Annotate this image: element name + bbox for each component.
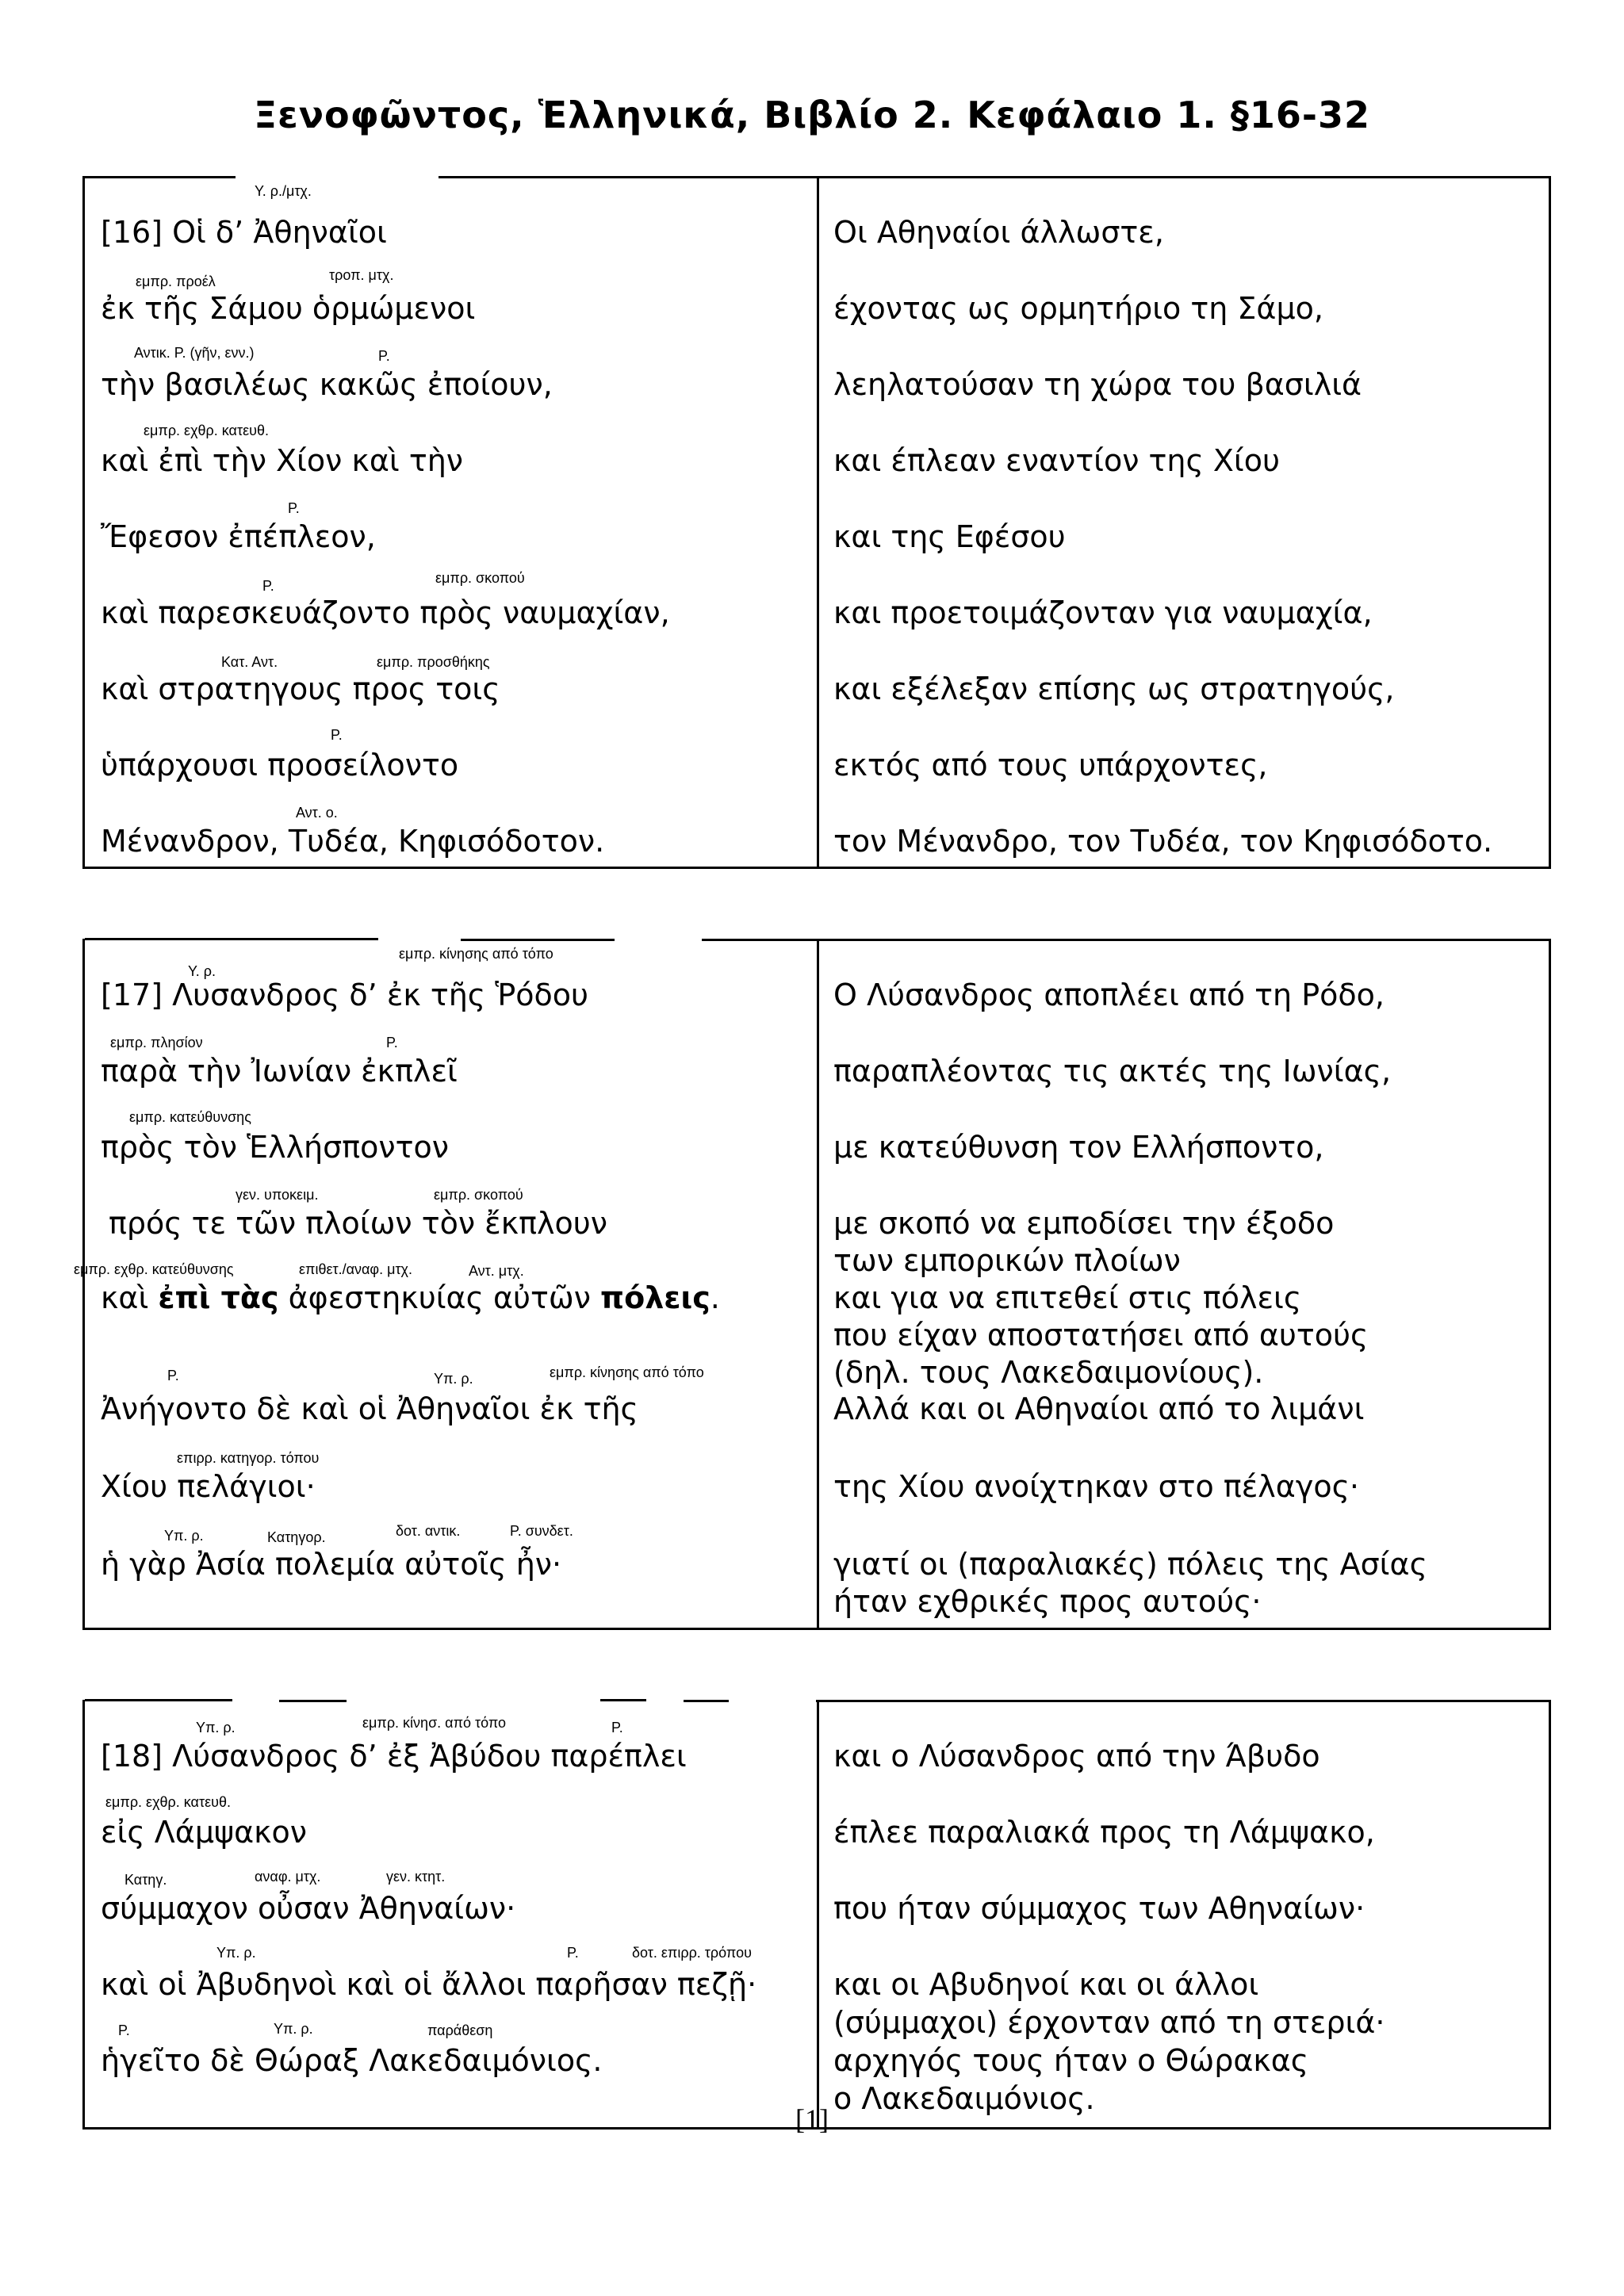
section-18-table — [82, 1700, 1551, 2130]
annotation: Ρ. — [262, 578, 274, 594]
annotation: εμπρ. εχθρ. κατεύθυνσης — [74, 1261, 234, 1277]
translation-line: και ο Λύσανδρος από την Άβυδο — [833, 1739, 1320, 1774]
annotation: εμπρ. εχθρ. κατευθ. — [105, 1794, 231, 1810]
annotation: Υπ. ρ. — [216, 1945, 256, 1961]
annotation: επιρρ. κατηγορ. τόπου — [177, 1450, 320, 1466]
greek-line: ἡ γὰρ Ἀσία πολεμία αὐτοῖς ἦν· — [101, 1547, 562, 1582]
translation-line: έπλεε παραλιακά προς τη Λάμψακο, — [833, 1815, 1375, 1850]
translation-line: και οι Αβυδηνοί και οι άλλοι — [833, 1967, 1259, 2002]
annotation: Ρ. — [567, 1945, 579, 1961]
translation-line: λεηλατούσαν τη χώρα του βασιλιά — [833, 367, 1362, 402]
annotation: εμπρ. κατεύθυνσης — [129, 1109, 251, 1125]
annotation: Αντ. ο. — [296, 805, 338, 821]
greek-line: Μένανδρον, Τυδέα, Κηφισόδοτον. — [101, 824, 605, 859]
translation-line: (σύμμαχοι) έρχονταν από τη στεριά· — [833, 2005, 1385, 2040]
annotation: Αντικ. Ρ. (γῆν, ενν.) — [134, 345, 255, 361]
greek-line: πρὸς τὸν Ἑλλήσποντον — [101, 1130, 449, 1165]
greek-line: παρὰ τὴν Ἰωνίαν ἐκπλεῖ — [101, 1054, 458, 1089]
column-divider — [817, 941, 819, 1628]
greek-line: Ἀνήγοντο δὲ καὶ οἱ Ἀθηναῖοι ἐκ τῆς — [101, 1391, 638, 1426]
annotation: παράθεση — [427, 2022, 493, 2038]
column-divider — [817, 1702, 819, 2127]
greek-line: ὑπάρχουσι προσείλοντο — [101, 748, 459, 783]
annotation: εμπρ. σκοπού — [434, 1187, 523, 1203]
annotation: Ρ. συνδετ. — [510, 1523, 573, 1539]
greek-line: [18] Λύσανδρος δ’ ἐξ Ἀβύδου παρέπλει — [101, 1739, 687, 1774]
annotation: Κατηγορ. — [267, 1529, 326, 1545]
greek-line: ἐκ τῆς Σάμου ὁρμώμενοι — [101, 291, 476, 326]
column-divider — [817, 178, 819, 867]
annotation: Υ. ρ. — [188, 963, 216, 979]
annotation: Υπ. ρ. — [274, 2021, 313, 2037]
annotation: επιθετ./αναφ. μτχ. — [299, 1261, 413, 1277]
page-number: [1] — [795, 2103, 829, 2135]
greek-line: πρός τε τῶν πλοίων τὸν ἔκπλουν — [109, 1206, 607, 1241]
translation-line: τον Μένανδρο, τον Τυδέα, τον Κηφισόδοτο. — [833, 824, 1493, 859]
annotation: εμπρ. πλησίον — [110, 1035, 203, 1050]
translation-line: των εμπορικών πλοίων — [833, 1243, 1181, 1278]
greek-line: καὶ ἐπὶ τὴν Χίον καὶ τὴν — [101, 443, 464, 478]
annotation: γεν. υποκειμ. — [236, 1187, 319, 1203]
annotation: γεν. κτητ. — [386, 1869, 446, 1885]
translation-line: που είχαν αποστατήσει από αυτούς — [833, 1318, 1369, 1353]
annotation: αναφ. μτχ. — [255, 1869, 321, 1885]
translation-line: έχοντας ως ορμητήριο τη Σάμο, — [833, 291, 1323, 326]
annotation: εμπρ. προέλ — [136, 274, 216, 289]
annotation: Υπ. ρ. — [164, 1528, 204, 1544]
greek-line: Ἔφεσον ἐπέπλεον, — [101, 519, 376, 554]
annotation: Ρ. — [378, 348, 390, 364]
greek-line: καὶ στρατηγους προς τοις — [101, 672, 500, 706]
translation-line: ήταν εχθρικές προς αυτούς· — [833, 1584, 1262, 1619]
greek-line: καὶ ἐπὶ τὰς ἀφεστηκυίας αὐτῶν πόλεις. — [101, 1280, 720, 1315]
greek-line: [16] Οἱ δ’ Ἀθηναῖοι — [101, 215, 387, 250]
annotation: Ρ. — [386, 1035, 398, 1050]
translation-line: που ήταν σύμμαχος των Αθηναίων· — [833, 1891, 1365, 1926]
annotation: εμπρ. κίνησ. από τόπο — [362, 1715, 507, 1731]
annotation: Αντ. μτχ. — [469, 1263, 524, 1279]
annotation: Ρ. — [167, 1368, 179, 1383]
translation-line: της Χίου ανοίχτηκαν στο πέλαγος· — [833, 1469, 1359, 1504]
annotation: Υπ. ρ. — [196, 1720, 236, 1735]
annotation: δοτ. επιρρ. τρόπου — [632, 1945, 752, 1961]
translation-line: παραπλέοντας τις ακτές της Ιωνίας, — [833, 1054, 1392, 1089]
translation-line: και προετοιμάζονταν για ναυμαχία, — [833, 595, 1373, 630]
annotation: Υπ. ρ. — [434, 1371, 473, 1387]
translation-line: και έπλεαν εναντίον της Χίου — [833, 443, 1280, 478]
greek-line: καὶ οἱ Ἀβυδηνοὶ καὶ οἱ ἄλλοι παρῆσαν πεζῇ· — [101, 1967, 757, 2002]
translation-line: με κατεύθυνση τον Ελλήσποντο, — [833, 1130, 1324, 1165]
page-title: Ξενοφῶντος, Ἑλληνικά, Βιβλίο 2. Κεφάλαιο 1. §16-32 — [254, 94, 1370, 136]
annotation: Ρ. — [331, 727, 343, 743]
annotation: Κατηγ. — [124, 1872, 167, 1888]
annotation: τροπ. μτχ. — [329, 267, 394, 283]
translation-line: και της Εφέσου — [833, 519, 1066, 554]
translation-line: αρχηγός τους ήταν ο Θώρακας — [833, 2043, 1309, 2078]
translation-line: εκτός από τους υπάρχοντες, — [833, 748, 1268, 783]
greek-line: εἰς Λάμψακον — [101, 1815, 307, 1850]
greek-line: ἡγεῖτο δὲ Θώραξ Λακεδαιμόνιος. — [101, 2043, 603, 2078]
annotation: εμπρ. εχθρ. κατευθ. — [144, 423, 269, 438]
translation-line: Αλλά και οι Αθηναίοι από το λιμάνι — [833, 1391, 1365, 1426]
greek-line: σύμμαχον οὖσαν Ἀθηναίων· — [101, 1891, 516, 1926]
translation-line: Οι Αθηναίοι άλλωστε, — [833, 215, 1164, 250]
annotation: εμπρ. κίνησης από τόπο — [399, 946, 553, 962]
greek-line: Χίου πελάγιοι· — [101, 1469, 316, 1504]
section-17-table — [74, 939, 1551, 1630]
translation-line: ο Λακεδαιμόνιος. — [833, 2081, 1095, 2116]
annotation: εμπρ. προσθήκης — [377, 654, 490, 670]
annotation: Ρ. — [288, 500, 300, 516]
annotation: δοτ. αντικ. — [396, 1523, 461, 1539]
translation-line: Ο Λύσανδρος αποπλέει από τη Ρόδο, — [833, 978, 1385, 1012]
translation-line: (δηλ. τους Λακεδαιμονίους). — [833, 1355, 1264, 1390]
greek-line: [17] Λυσανδρος δ’ ἐκ τῆς Ῥόδου — [101, 978, 588, 1012]
annotation: Ρ. — [118, 2022, 130, 2038]
section-16-table — [82, 176, 1551, 869]
annotation: εμπρ. σκοπού — [435, 570, 525, 586]
translation-line: γιατί οι (παραλιακές) πόλεις της Ασίας — [833, 1547, 1427, 1582]
annotation: Κατ. Αντ. — [221, 654, 278, 670]
translation-line: και εξέλεξαν επίσης ως στρατηγούς, — [833, 672, 1395, 706]
annotation: Υ. ρ./μτχ. — [255, 183, 312, 199]
translation-line: με σκοπό να εμποδίσει την έξοδο — [833, 1206, 1335, 1241]
annotation: Ρ. — [611, 1720, 623, 1735]
greek-line: καὶ παρεσκευάζοντο πρὸς ναυμαχίαν, — [101, 595, 670, 630]
greek-line: τὴν βασιλέως κακῶς ἐποίουν, — [101, 367, 553, 402]
translation-line: και για να επιτεθεί στις πόλεις — [833, 1280, 1302, 1315]
annotation: εμπρ. κίνησης από τόπο — [550, 1364, 704, 1380]
